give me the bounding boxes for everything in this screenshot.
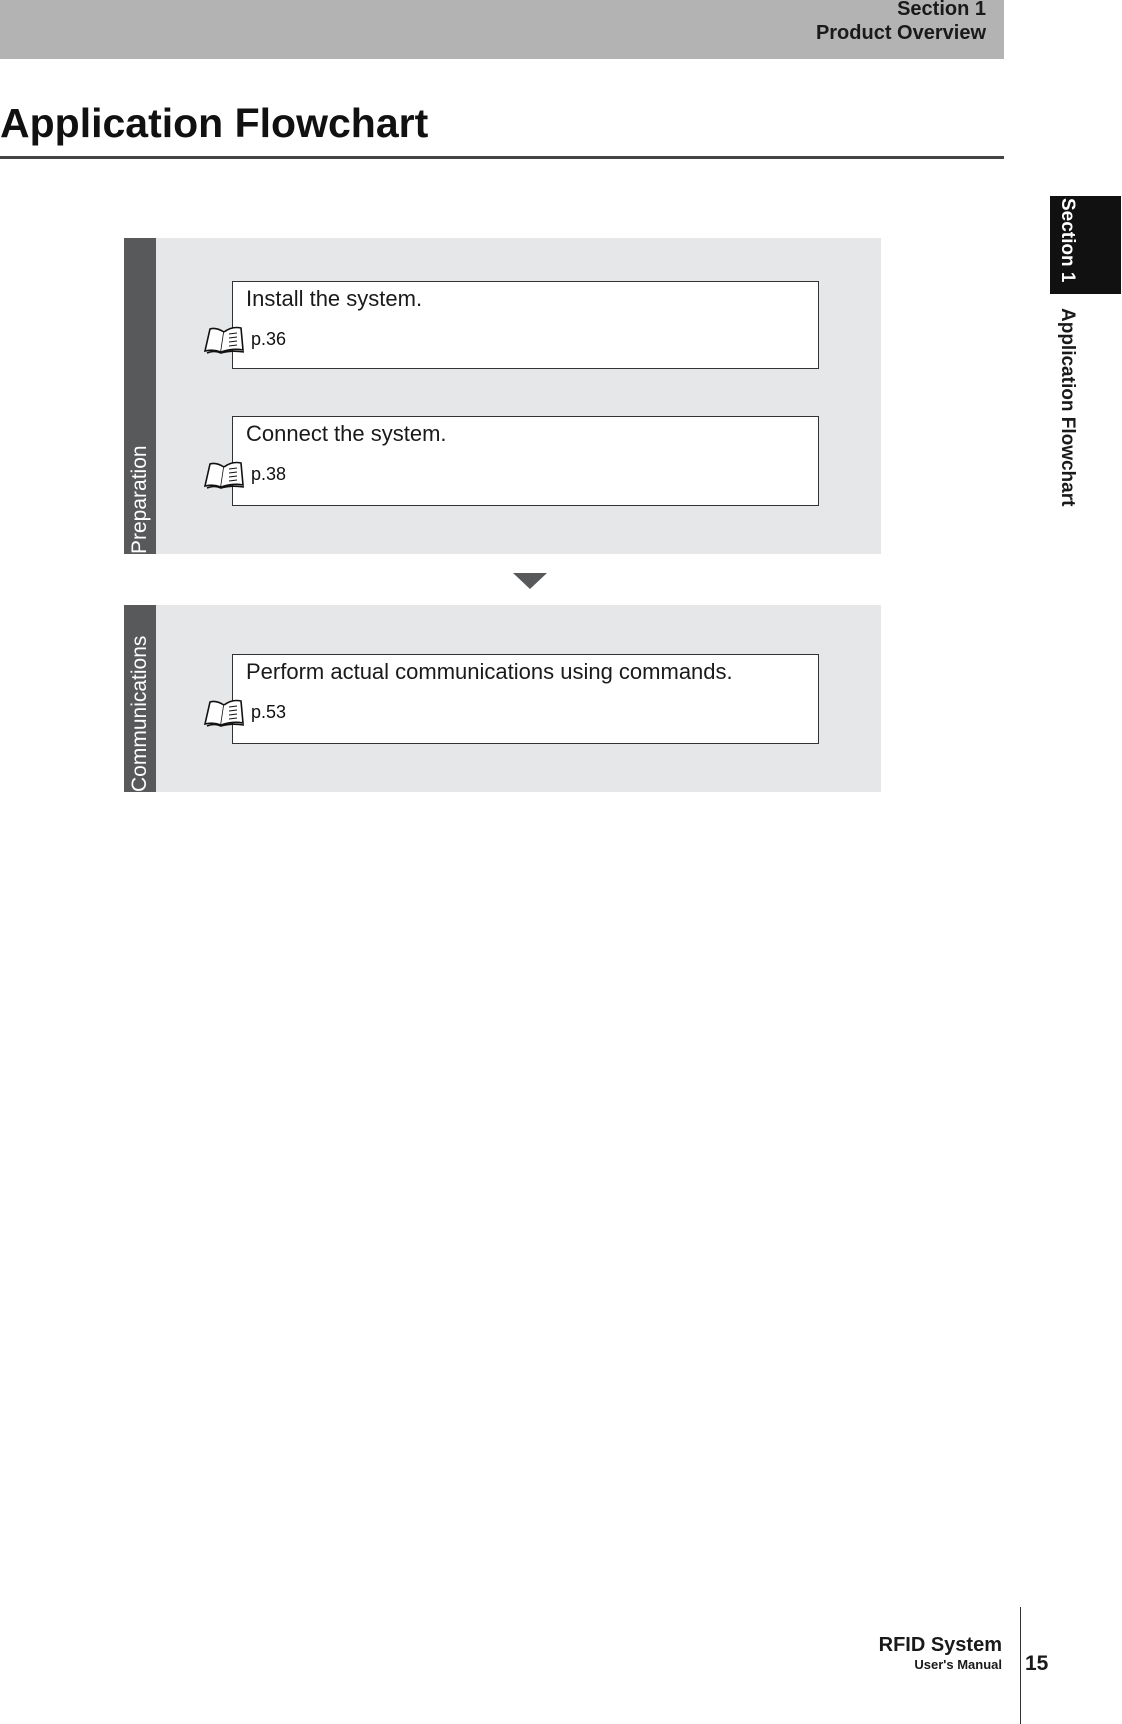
- flow-arrow-down-icon: [513, 573, 547, 589]
- title-divider: [0, 156, 1004, 159]
- page-reference[interactable]: [201, 697, 286, 727]
- reference-page: p.38: [251, 463, 287, 484]
- phase-label: Communications: [128, 635, 151, 792]
- footer-divider: [1020, 1607, 1021, 1724]
- phase-communications: [124, 605, 881, 792]
- side-tab-section-label: Section 1: [1057, 198, 1078, 283]
- page-reference[interactable]: [201, 324, 286, 354]
- step-text: Connect the system.: [246, 421, 447, 446]
- step-connect-system: [232, 416, 819, 506]
- book-icon: [201, 697, 247, 727]
- header-chapter-label: Product Overview: [815, 22, 986, 44]
- page-title: Application Flowchart: [0, 100, 429, 146]
- phase-label: Preparation: [128, 445, 151, 554]
- side-tab-chapter-label: Application Flowchart: [1057, 308, 1078, 507]
- step-text: Install the system.: [246, 286, 423, 311]
- step-perform-communications: [232, 654, 819, 744]
- footer-manual-label: User's Manual: [914, 1657, 1002, 1672]
- step-text: Perform actual communications using commands.: [246, 659, 733, 684]
- header-section-label: Section 1: [897, 0, 986, 20]
- book-icon: [201, 459, 247, 489]
- footer-product-name: RFID System: [878, 1634, 1002, 1656]
- book-icon: [201, 324, 247, 354]
- page-number: 15: [1025, 1652, 1049, 1675]
- phase-preparation: [124, 238, 881, 554]
- step-install-system: [232, 281, 819, 369]
- reference-page: p.36: [251, 328, 287, 349]
- reference-page: p.53: [251, 701, 287, 722]
- page-reference[interactable]: [201, 459, 286, 489]
